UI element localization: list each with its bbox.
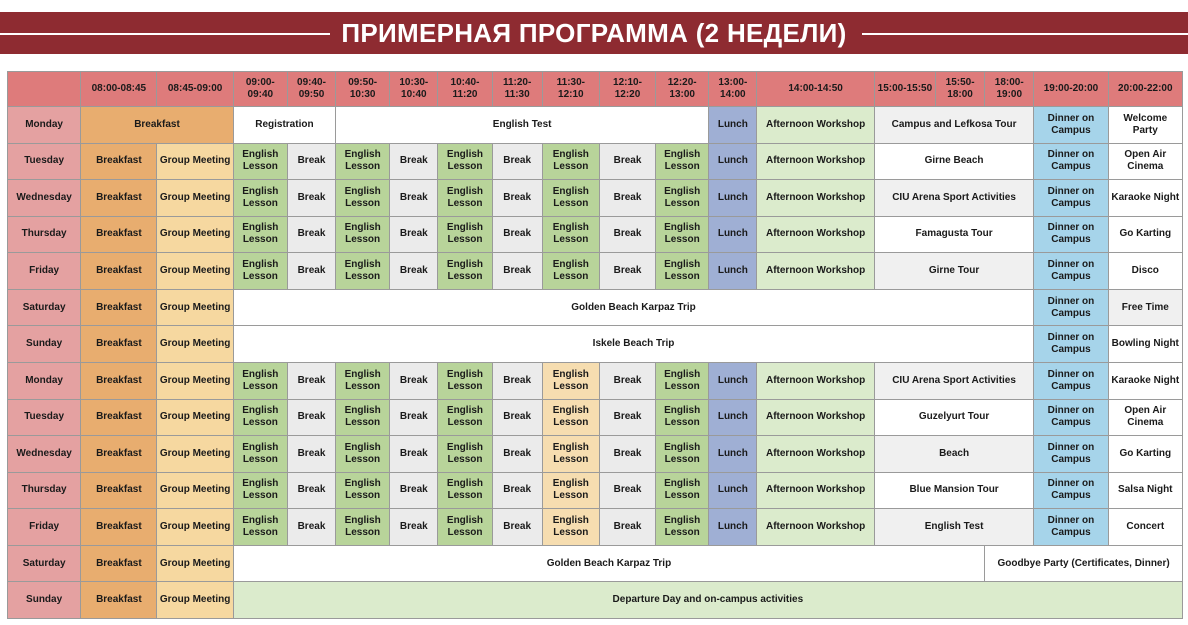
schedule-cell: Break: [390, 253, 438, 290]
schedule-cell: Dinner on Campus: [1034, 326, 1108, 363]
schedule-cell: Famagusta Tour: [874, 216, 1034, 253]
schedule-cell: Group Meeting: [157, 362, 233, 399]
schedule-cell: English Lesson: [656, 253, 709, 290]
schedule-cell: Break: [390, 362, 438, 399]
schedule-cell: Group Meeting: [157, 582, 233, 619]
schedule-cell: English Lesson: [336, 399, 390, 436]
schedule-cell: Break: [492, 143, 542, 180]
schedule-cell: English Lesson: [233, 216, 287, 253]
schedule-cell: Breakfast: [81, 289, 157, 326]
time-slot-header: 14:00-14:50: [757, 72, 874, 107]
schedule-cell: English Lesson: [656, 143, 709, 180]
schedule-cell: CIU Arena Sport Activities: [874, 362, 1034, 399]
schedule-cell: Afternoon Workshop: [757, 472, 874, 509]
schedule-cell: Departure Day and on-campus activities: [233, 582, 1182, 619]
day-label: Friday: [8, 253, 81, 290]
schedule-cell: English Lesson: [542, 399, 599, 436]
schedule-cell: Lunch: [709, 107, 757, 144]
schedule-cell: English Lesson: [542, 180, 599, 217]
day-label: Sunday: [8, 326, 81, 363]
schedule-cell: Break: [287, 216, 335, 253]
day-label: Saturday: [8, 289, 81, 326]
schedule-cell: Break: [390, 472, 438, 509]
time-slot-header: 11:20-11:30: [492, 72, 542, 107]
schedule-cell: English Lesson: [438, 399, 492, 436]
schedule-cell: Open Air Cinema: [1108, 399, 1182, 436]
schedule-cell: English Lesson: [336, 509, 390, 546]
schedule-cell: Golden Beach Karpaz Trip: [233, 289, 1034, 326]
schedule-cell: English Lesson: [438, 472, 492, 509]
schedule-cell: Open Air Cinema: [1108, 143, 1182, 180]
schedule-cell: Free Time: [1108, 289, 1182, 326]
schedule-cell: Lunch: [709, 253, 757, 290]
schedule-cell: Group Meeting: [157, 143, 233, 180]
schedule-cell: Karaoke Night: [1108, 362, 1182, 399]
schedule-cell: Afternoon Workshop: [757, 436, 874, 473]
schedule-cell: Registration: [233, 107, 335, 144]
schedule-cell: Break: [599, 362, 655, 399]
schedule-cell: Break: [390, 216, 438, 253]
schedule-cell: Afternoon Workshop: [757, 180, 874, 217]
schedule-cell: English Lesson: [438, 509, 492, 546]
schedule-cell: Break: [390, 143, 438, 180]
schedule-cell: Lunch: [709, 472, 757, 509]
time-slot-header: 18:00-19:00: [985, 72, 1034, 107]
schedule-cell: Afternoon Workshop: [757, 362, 874, 399]
schedule-cell: Group Meeting: [157, 253, 233, 290]
schedule-cell: English Lesson: [656, 362, 709, 399]
schedule-cell: Breakfast: [81, 436, 157, 473]
schedule-cell: Disco: [1108, 253, 1182, 290]
table-row: [8, 180, 1183, 217]
schedule-cell: Group Meeting: [157, 472, 233, 509]
schedule-cell: English Lesson: [656, 216, 709, 253]
day-label: Thursday: [8, 216, 81, 253]
time-slot-header: 12:10-12:20: [599, 72, 655, 107]
schedule-cell: Break: [390, 436, 438, 473]
schedule-cell: Group Meeting: [157, 436, 233, 473]
schedule-cell: Afternoon Workshop: [757, 253, 874, 290]
table-row: [8, 545, 1183, 582]
schedule-cell: English Lesson: [542, 362, 599, 399]
time-slot-header: 15:00-15:50: [874, 72, 935, 107]
schedule-cell: Breakfast: [81, 143, 157, 180]
schedule-cell: Go Karting: [1108, 436, 1182, 473]
schedule-cell: English Lesson: [542, 509, 599, 546]
schedule-cell: Girne Tour: [874, 253, 1034, 290]
schedule-cell: Karaoke Night: [1108, 180, 1182, 217]
schedule-cell: Break: [492, 180, 542, 217]
schedule-cell: Break: [492, 509, 542, 546]
table-row: [8, 362, 1183, 399]
day-label: Saturday: [8, 545, 81, 582]
schedule-cell: Break: [492, 472, 542, 509]
schedule-cell: Group Meeting: [157, 545, 233, 582]
table-row: [8, 289, 1183, 326]
schedule-cell: Break: [599, 253, 655, 290]
time-slot-header: 08:45-09:00: [157, 72, 233, 107]
schedule-cell: Go Karting: [1108, 216, 1182, 253]
day-label: Sunday: [8, 582, 81, 619]
time-slot-header: 08:00-08:45: [81, 72, 157, 107]
schedule-cell: English Lesson: [542, 143, 599, 180]
schedule-cell: Guzelyurt Tour: [874, 399, 1034, 436]
schedule-cell: Afternoon Workshop: [757, 107, 874, 144]
schedule-cell: English Lesson: [336, 253, 390, 290]
schedule-cell: English Lesson: [542, 436, 599, 473]
schedule-cell: Breakfast: [81, 582, 157, 619]
schedule-cell: Breakfast: [81, 253, 157, 290]
schedule-cell: English Test: [336, 107, 709, 144]
schedule-cell: Group Meeting: [157, 216, 233, 253]
day-label: Wednesday: [8, 436, 81, 473]
schedule-cell: Break: [287, 180, 335, 217]
schedule-cell: Salsa Night: [1108, 472, 1182, 509]
schedule-cell: English Lesson: [656, 509, 709, 546]
schedule-cell: Break: [599, 216, 655, 253]
time-slot-header: 19:00-20:00: [1034, 72, 1108, 107]
schedule-cell: English Lesson: [233, 253, 287, 290]
table-row: [8, 472, 1183, 509]
schedule-cell: English Lesson: [336, 143, 390, 180]
schedule-cell: Afternoon Workshop: [757, 509, 874, 546]
schedule-header: [8, 72, 1183, 107]
table-row: [8, 582, 1183, 619]
table-row: [8, 436, 1183, 473]
schedule-cell: English Lesson: [336, 436, 390, 473]
schedule-cell: English Lesson: [542, 216, 599, 253]
schedule-cell: Lunch: [709, 436, 757, 473]
schedule-cell: Lunch: [709, 143, 757, 180]
schedule-cell: Campus and Lefkosa Tour: [874, 107, 1034, 144]
table-row: [8, 253, 1183, 290]
schedule-cell: Girne Beach: [874, 143, 1034, 180]
schedule-cell: Lunch: [709, 399, 757, 436]
schedule-cell: English Lesson: [656, 399, 709, 436]
schedule-cell: Blue Mansion Tour: [874, 472, 1034, 509]
header-row: [8, 72, 1183, 107]
schedule-cell: English Lesson: [656, 180, 709, 217]
day-label: Monday: [8, 107, 81, 144]
schedule-cell: Afternoon Workshop: [757, 216, 874, 253]
schedule-cell: Welcome Party: [1108, 107, 1182, 144]
schedule-cell: Dinner on Campus: [1034, 143, 1108, 180]
time-slot-header: 20:00-22:00: [1108, 72, 1182, 107]
schedule-cell: Break: [287, 509, 335, 546]
time-slot-header: 09:00-09:40: [233, 72, 287, 107]
schedule-cell: English Lesson: [438, 180, 492, 217]
schedule-cell: English Lesson: [542, 472, 599, 509]
schedule-cell: Breakfast: [81, 216, 157, 253]
schedule-cell: English Lesson: [656, 436, 709, 473]
schedule-cell: Break: [287, 399, 335, 436]
day-label: Tuesday: [8, 143, 81, 180]
title-banner: [0, 12, 1188, 54]
time-slot-header: 11:30-12:10: [542, 72, 599, 107]
schedule-cell: Break: [599, 472, 655, 509]
schedule-cell: Dinner on Campus: [1034, 472, 1108, 509]
schedule-cell: Break: [390, 509, 438, 546]
schedule-cell: Lunch: [709, 362, 757, 399]
schedule-cell: Dinner on Campus: [1034, 289, 1108, 326]
schedule-cell: Lunch: [709, 180, 757, 217]
schedule-cell: Breakfast: [81, 362, 157, 399]
time-slot-header: 15:50-18:00: [936, 72, 985, 107]
schedule-cell: Break: [599, 180, 655, 217]
schedule-cell: Group Meeting: [157, 399, 233, 436]
schedule-cell: Group Meeting: [157, 180, 233, 217]
schedule-cell: Breakfast: [81, 472, 157, 509]
schedule-cell: English Lesson: [233, 362, 287, 399]
schedule-cell: Break: [492, 399, 542, 436]
schedule-cell: Break: [599, 399, 655, 436]
schedule-cell: Goodbye Party (Certificates, Dinner): [985, 545, 1183, 582]
schedule-cell: Break: [287, 436, 335, 473]
page-title: ПРИМЕРНАЯ ПРОГРАММА (2 НЕДЕЛИ): [341, 18, 847, 48]
schedule-cell: Lunch: [709, 509, 757, 546]
schedule-cell: Dinner on Campus: [1034, 362, 1108, 399]
schedule-cell: English Lesson: [233, 399, 287, 436]
schedule-cell: Break: [492, 436, 542, 473]
schedule-cell: English Lesson: [438, 216, 492, 253]
time-slot-header: 13:00-14:00: [709, 72, 757, 107]
schedule-cell: Dinner on Campus: [1034, 509, 1108, 546]
schedule-cell: English Lesson: [336, 362, 390, 399]
table-row: [8, 509, 1183, 546]
day-label: Monday: [8, 362, 81, 399]
schedule-cell: Break: [287, 143, 335, 180]
schedule-cell: Break: [492, 253, 542, 290]
time-slot-header: 09:50-10:30: [336, 72, 390, 107]
schedule-cell: Iskele Beach Trip: [233, 326, 1034, 363]
schedule-cell: Breakfast: [81, 180, 157, 217]
table-row: [8, 107, 1183, 144]
schedule-cell: English Lesson: [438, 436, 492, 473]
day-label: Thursday: [8, 472, 81, 509]
schedule-cell: English Lesson: [233, 509, 287, 546]
schedule-cell: Breakfast: [81, 399, 157, 436]
schedule-cell: Dinner on Campus: [1034, 180, 1108, 217]
schedule-cell: English Lesson: [438, 143, 492, 180]
schedule-cell: English Lesson: [542, 253, 599, 290]
schedule-cell: English Lesson: [656, 472, 709, 509]
schedule-cell: Afternoon Workshop: [757, 143, 874, 180]
schedule-cell: Dinner on Campus: [1034, 107, 1108, 144]
schedule-cell: Group Meeting: [157, 326, 233, 363]
schedule-cell: Breakfast: [81, 509, 157, 546]
schedule-cell: Break: [390, 399, 438, 436]
schedule-cell: Break: [492, 216, 542, 253]
schedule-cell: Break: [599, 436, 655, 473]
schedule-cell: Break: [492, 362, 542, 399]
schedule-cell: Breakfast: [81, 545, 157, 582]
schedule-cell: Lunch: [709, 216, 757, 253]
schedule-cell: English Lesson: [336, 180, 390, 217]
schedule-cell: Break: [390, 180, 438, 217]
schedule-cell: Dinner on Campus: [1034, 436, 1108, 473]
schedule-cell: English Lesson: [233, 472, 287, 509]
header-corner: [8, 72, 81, 107]
time-slot-header: 09:40-09:50: [287, 72, 335, 107]
schedule-cell: English Lesson: [438, 362, 492, 399]
schedule-cell: Dinner on Campus: [1034, 399, 1108, 436]
schedule-cell: Break: [599, 509, 655, 546]
day-label: Wednesday: [8, 180, 81, 217]
schedule-cell: Breakfast: [81, 326, 157, 363]
schedule-cell: Bowling Night: [1108, 326, 1182, 363]
schedule-cell: English Lesson: [438, 253, 492, 290]
schedule-cell: Golden Beach Karpaz Trip: [233, 545, 984, 582]
schedule-body: [8, 107, 1183, 619]
time-slot-header: 12:20-13:00: [656, 72, 709, 107]
table-row: [8, 216, 1183, 253]
schedule-cell: CIU Arena Sport Activities: [874, 180, 1034, 217]
time-slot-header: 10:40-11:20: [438, 72, 492, 107]
day-label: Tuesday: [8, 399, 81, 436]
time-slot-header: 10:30-10:40: [390, 72, 438, 107]
schedule-cell: Break: [287, 253, 335, 290]
schedule-cell: English Test: [874, 509, 1034, 546]
table-row: [8, 143, 1183, 180]
schedule-cell: English Lesson: [336, 472, 390, 509]
schedule-cell: Break: [287, 472, 335, 509]
schedule-cell: English Lesson: [336, 216, 390, 253]
schedule-cell: Breakfast: [81, 107, 234, 144]
schedule-cell: English Lesson: [233, 436, 287, 473]
schedule-cell: Break: [287, 362, 335, 399]
schedule-cell: Afternoon Workshop: [757, 399, 874, 436]
schedule-cell: Dinner on Campus: [1034, 253, 1108, 290]
schedule-table: [7, 71, 1183, 619]
schedule-cell: Dinner on Campus: [1034, 216, 1108, 253]
schedule-cell: Concert: [1108, 509, 1182, 546]
schedule-cell: Group Meeting: [157, 289, 233, 326]
schedule-cell: Beach: [874, 436, 1034, 473]
table-row: [8, 399, 1183, 436]
day-label: Friday: [8, 509, 81, 546]
schedule-cell: Group Meeting: [157, 509, 233, 546]
schedule-cell: English Lesson: [233, 143, 287, 180]
schedule-cell: English Lesson: [233, 180, 287, 217]
table-row: [8, 326, 1183, 363]
schedule-cell: Break: [599, 143, 655, 180]
